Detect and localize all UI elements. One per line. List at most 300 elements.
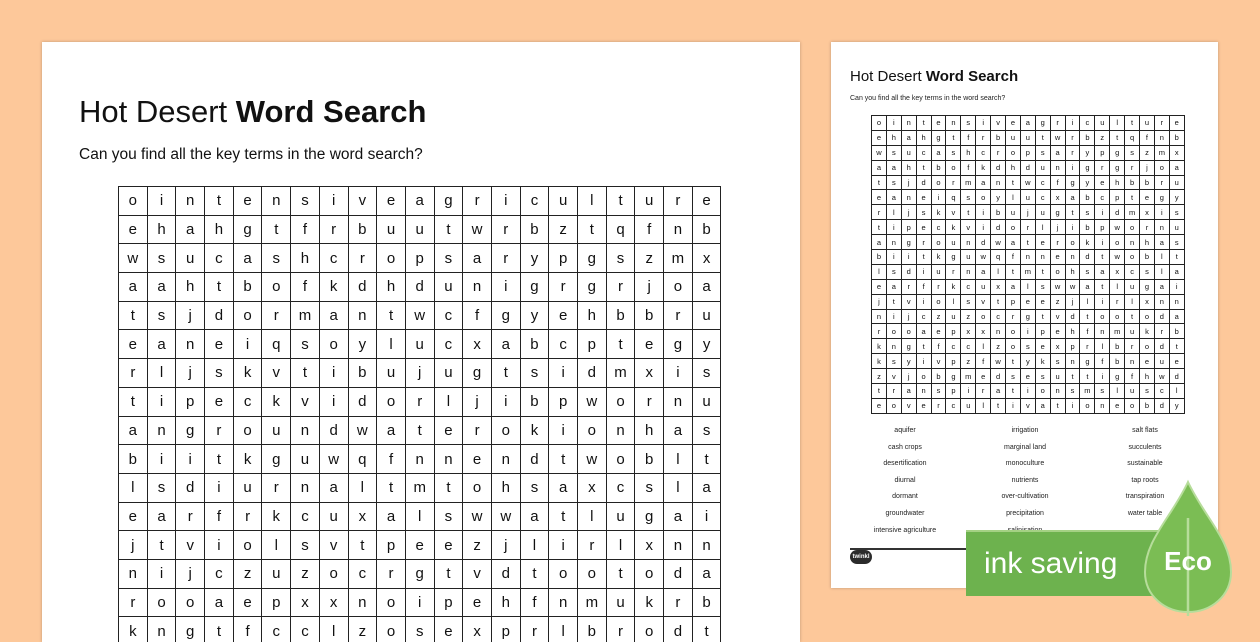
grid-cell: q — [946, 190, 961, 205]
grid-cell: r — [1051, 235, 1066, 250]
grid-cell: m — [406, 474, 435, 503]
grid-cell: t — [492, 359, 521, 388]
grid-cell: s — [1170, 205, 1185, 220]
grid-cell: j — [1051, 220, 1066, 235]
grid-cell: i — [234, 330, 263, 359]
grid-cell: j — [492, 531, 521, 560]
grid-cell: l — [549, 617, 578, 642]
grid-cell: j — [902, 369, 917, 384]
grid-cell: u — [1170, 220, 1185, 235]
grid-cell: i — [549, 359, 578, 388]
grid-cell: o — [1125, 250, 1140, 265]
grid-cell: g — [578, 244, 607, 273]
grid-cell: e — [205, 330, 234, 359]
grid-cell: h — [961, 146, 976, 161]
grid-cell: a — [693, 474, 722, 503]
grid-cell: s — [917, 205, 932, 220]
grid-cell: i — [148, 445, 177, 474]
grid-cell: t — [435, 216, 464, 245]
grid-cell: x — [1170, 146, 1185, 161]
grid-cell: s — [946, 146, 961, 161]
grid-cell: a — [887, 280, 902, 295]
grid-cell: l — [1110, 116, 1125, 131]
grid-cell: h — [578, 302, 607, 331]
grid-cell: r — [119, 589, 148, 618]
grid-cell: v — [902, 399, 917, 414]
grid-cell: i — [1095, 205, 1110, 220]
grid-cell: z — [549, 216, 578, 245]
grid-cell: t — [1066, 369, 1081, 384]
grid-cell: l — [262, 531, 291, 560]
grid-cell: y — [521, 302, 550, 331]
grid-cell: e — [1095, 176, 1110, 191]
grid-cell: r — [377, 560, 406, 589]
grid-cell: a — [377, 503, 406, 532]
grid-cell: r — [1095, 161, 1110, 176]
grid-cell: p — [176, 388, 205, 417]
grid-cell: p — [1095, 220, 1110, 235]
grid-cell: o — [1006, 324, 1021, 339]
grid-cell: f — [1095, 354, 1110, 369]
grid-cell: g — [1021, 310, 1036, 325]
grid-cell: g — [946, 369, 961, 384]
grid-cell: a — [119, 273, 148, 302]
grid-cell: w — [349, 417, 378, 446]
grid-cell: n — [887, 235, 902, 250]
grid-cell: b — [1170, 324, 1185, 339]
grid-cell: w — [872, 146, 887, 161]
grid-cell: l — [406, 503, 435, 532]
grid-cell: e — [932, 324, 947, 339]
grid-cell: n — [148, 417, 177, 446]
grid-cell: o — [1006, 146, 1021, 161]
grid-cell: x — [1051, 339, 1066, 354]
grid-cell: h — [1066, 265, 1081, 280]
grid-cell: n — [291, 474, 320, 503]
grid-cell: n — [492, 445, 521, 474]
grid-cell: b — [991, 131, 1006, 146]
grid-cell: k — [946, 220, 961, 235]
grid-cell: f — [961, 131, 976, 146]
grid-cell: k — [234, 359, 263, 388]
grid-cell: r — [320, 216, 349, 245]
grid-cell: f — [291, 273, 320, 302]
grid-cell: t — [872, 220, 887, 235]
grid-cell: u — [1006, 131, 1021, 146]
grid-cell: u — [406, 216, 435, 245]
grid-cell: z — [932, 310, 947, 325]
grid-cell: w — [1155, 369, 1170, 384]
word-list-item: precipitation — [1006, 509, 1044, 517]
grid-cell: p — [1110, 190, 1125, 205]
grid-cell: d — [976, 235, 991, 250]
grid-cell: i — [1170, 280, 1185, 295]
grid-cell: l — [1095, 339, 1110, 354]
grid-cell: a — [917, 324, 932, 339]
grid-cell: g — [932, 131, 947, 146]
grid-cell: u — [176, 244, 205, 273]
grid-cell: n — [262, 187, 291, 216]
grid-cell: a — [320, 474, 349, 503]
grid-cell: n — [664, 216, 693, 245]
grid-cell: q — [991, 250, 1006, 265]
grid-cell: x — [1140, 205, 1155, 220]
grid-cell: r — [1125, 161, 1140, 176]
grid-cell: c — [961, 339, 976, 354]
grid-cell: u — [693, 388, 722, 417]
word-list-item: sustainable — [1127, 460, 1163, 468]
word-list-item: dormant — [892, 493, 918, 501]
grid-cell: d — [349, 388, 378, 417]
grid-cell: b — [1125, 176, 1140, 191]
grid-cell: y — [991, 190, 1006, 205]
grid-cell: w — [1066, 280, 1081, 295]
grid-cell: h — [492, 474, 521, 503]
grid-cell: i — [176, 445, 205, 474]
grid-cell: t — [435, 474, 464, 503]
grid-cell: p — [946, 324, 961, 339]
grid-cell: c — [961, 280, 976, 295]
grid-cell: f — [234, 617, 263, 642]
grid-cell: p — [549, 388, 578, 417]
grid-cell: f — [961, 161, 976, 176]
grid-cell: t — [991, 399, 1006, 414]
grid-cell: r — [234, 503, 263, 532]
grid-cell: u — [1006, 205, 1021, 220]
grid-cell: g — [902, 235, 917, 250]
instructions-small: Can you find all the key terms in the word search? — [850, 95, 1006, 102]
word-list-item: aquifer — [894, 427, 916, 434]
grid-cell: e — [872, 280, 887, 295]
grid-cell: c — [991, 310, 1006, 325]
grid-cell: s — [1006, 369, 1021, 384]
grid-cell: u — [1170, 176, 1185, 191]
grid-cell: s — [1036, 280, 1051, 295]
grid-cell: i — [549, 417, 578, 446]
grid-cell: x — [463, 330, 492, 359]
grid-cell: d — [1155, 399, 1170, 414]
grid-cell: a — [1155, 280, 1170, 295]
grid-cell: m — [1155, 146, 1170, 161]
grid-cell: i — [549, 531, 578, 560]
grid-cell: o — [1066, 235, 1081, 250]
grid-cell: h — [1006, 161, 1021, 176]
grid-cell: l — [435, 388, 464, 417]
grid-cell: u — [961, 399, 976, 414]
grid-cell: i — [976, 116, 991, 131]
grid-cell: q — [1125, 131, 1140, 146]
grid-cell: r — [664, 302, 693, 331]
grid-cell: b — [991, 205, 1006, 220]
grid-cell: w — [1110, 220, 1125, 235]
grid-cell: x — [349, 503, 378, 532]
grid-cell: c — [262, 617, 291, 642]
grid-cell: b — [1140, 176, 1155, 191]
grid-cell: g — [1036, 116, 1051, 131]
grid-cell: d — [1170, 369, 1185, 384]
grid-cell: m — [961, 176, 976, 191]
grid-cell: t — [607, 560, 636, 589]
grid-cell: i — [205, 474, 234, 503]
grid-cell: t — [1170, 250, 1185, 265]
word-list-item: intensive agriculture — [873, 526, 937, 534]
grid-cell: x — [578, 474, 607, 503]
grid-cell: e — [976, 369, 991, 384]
grid-cell: z — [961, 354, 976, 369]
grid-cell: u — [961, 250, 976, 265]
grid-cell: g — [664, 330, 693, 359]
grid-cell: a — [693, 273, 722, 302]
grid-cell: e — [1140, 354, 1155, 369]
grid-cell: r — [1066, 131, 1081, 146]
grid-cell: n — [1021, 250, 1036, 265]
grid-cell: l — [946, 295, 961, 310]
grid-cell: o — [932, 176, 947, 191]
grid-cell: l — [976, 339, 991, 354]
grid-cell: b — [607, 302, 636, 331]
grid-cell: b — [234, 273, 263, 302]
grid-cell: r — [664, 187, 693, 216]
grid-cell: x — [693, 244, 722, 273]
grid-cell: i — [917, 265, 932, 280]
grid-cell: n — [1095, 399, 1110, 414]
grid-cell: n — [1095, 324, 1110, 339]
grid-cell: i — [1021, 384, 1036, 399]
grid-cell: n — [549, 589, 578, 618]
grid-cell: d — [320, 417, 349, 446]
grid-cell: r — [607, 273, 636, 302]
grid-cell: p — [377, 531, 406, 560]
grid-cell: f — [1080, 324, 1095, 339]
grid-cell: u — [1095, 116, 1110, 131]
word-search-grid-small — [871, 115, 1185, 414]
grid-cell: n — [435, 445, 464, 474]
grid-cell: b — [1080, 131, 1095, 146]
grid-cell: s — [887, 265, 902, 280]
grid-cell: a — [1051, 146, 1066, 161]
grid-cell: a — [1170, 161, 1185, 176]
grid-cell: g — [1080, 354, 1095, 369]
grid-cell: l — [377, 330, 406, 359]
grid-cell: a — [976, 265, 991, 280]
eco-badge-label: Eco — [1164, 546, 1212, 576]
grid-cell: h — [1140, 369, 1155, 384]
grid-cell: i — [1066, 161, 1081, 176]
grid-cell: b — [521, 216, 550, 245]
grid-cell: r — [932, 280, 947, 295]
grid-cell: u — [1125, 384, 1140, 399]
grid-cell: r — [1155, 176, 1170, 191]
grid-cell: i — [320, 359, 349, 388]
grid-cell: c — [917, 146, 932, 161]
grid-cell: c — [1155, 384, 1170, 399]
grid-cell: d — [1155, 310, 1170, 325]
grid-cell: o — [887, 399, 902, 414]
grid-cell: a — [1170, 265, 1185, 280]
grid-cell: r — [406, 388, 435, 417]
grid-cell: i — [320, 388, 349, 417]
grid-cell: r — [1021, 220, 1036, 235]
grid-cell: s — [291, 187, 320, 216]
grid-cell: i — [887, 116, 902, 131]
grid-cell: c — [932, 220, 947, 235]
grid-cell: c — [946, 399, 961, 414]
grid-cell: e — [1036, 339, 1051, 354]
grid-cell: l — [887, 205, 902, 220]
grid-cell: n — [946, 116, 961, 131]
grid-cell: o — [635, 560, 664, 589]
grid-cell: v — [976, 295, 991, 310]
grid-cell: b — [1140, 399, 1155, 414]
grid-cell: f — [463, 302, 492, 331]
grid-cell: c — [1080, 116, 1095, 131]
grid-cell: a — [872, 235, 887, 250]
grid-cell: k — [234, 445, 263, 474]
grid-cell: s — [887, 354, 902, 369]
grid-cell: i — [932, 190, 947, 205]
grid-cell: c — [205, 244, 234, 273]
grid-cell: u — [234, 474, 263, 503]
grid-cell: t — [1051, 399, 1066, 414]
grid-cell: p — [406, 244, 435, 273]
grid-cell: o — [1140, 310, 1155, 325]
grid-cell: r — [463, 417, 492, 446]
grid-cell: e — [1170, 354, 1185, 369]
grid-cell: i — [1066, 399, 1081, 414]
grid-cell: b — [1140, 250, 1155, 265]
grid-cell: f — [521, 589, 550, 618]
grid-cell: k — [635, 589, 664, 618]
grid-cell: f — [205, 503, 234, 532]
grid-cell: i — [1095, 369, 1110, 384]
grid-cell: r — [119, 359, 148, 388]
grid-cell: y — [349, 330, 378, 359]
grid-cell: z — [291, 560, 320, 589]
grid-cell: o — [234, 531, 263, 560]
grid-cell: h — [1066, 324, 1081, 339]
grid-cell: g — [521, 273, 550, 302]
grid-cell: h — [176, 273, 205, 302]
grid-cell: a — [377, 417, 406, 446]
grid-cell: k — [1080, 235, 1095, 250]
grid-cell: a — [1006, 235, 1021, 250]
grid-cell: t — [961, 205, 976, 220]
grid-cell: o — [119, 187, 148, 216]
grid-cell: t — [1095, 250, 1110, 265]
grid-cell: w — [463, 503, 492, 532]
grid-cell: n — [607, 417, 636, 446]
grid-cell: n — [148, 617, 177, 642]
grid-cell: q — [607, 216, 636, 245]
grid-cell: k — [872, 354, 887, 369]
grid-cell: i — [1066, 116, 1081, 131]
grid-cell: w — [1110, 250, 1125, 265]
grid-cell: t — [1006, 176, 1021, 191]
grid-cell: s — [1036, 369, 1051, 384]
grid-cell: o — [902, 324, 917, 339]
grid-cell: r — [1125, 339, 1140, 354]
grid-cell: t — [578, 216, 607, 245]
grid-cell: d — [1066, 310, 1081, 325]
grid-cell: n — [887, 339, 902, 354]
grid-cell: t — [1080, 310, 1095, 325]
grid-cell: s — [1080, 205, 1095, 220]
grid-cell: o — [176, 589, 205, 618]
grid-cell: z — [961, 310, 976, 325]
grid-cell: v — [961, 220, 976, 235]
grid-cell: n — [1036, 250, 1051, 265]
grid-cell: o — [1155, 161, 1170, 176]
grid-cell: s — [435, 244, 464, 273]
grid-cell: o — [1110, 235, 1125, 250]
grid-cell: l — [1125, 295, 1140, 310]
grid-cell: o — [607, 445, 636, 474]
grid-cell: t — [946, 131, 961, 146]
grid-cell: e — [917, 190, 932, 205]
grid-cell: u — [607, 503, 636, 532]
twinkl-logo: twinkl — [850, 550, 872, 564]
grid-cell: n — [961, 265, 976, 280]
grid-cell: n — [991, 324, 1006, 339]
grid-cell: t — [991, 295, 1006, 310]
grid-cell: c — [291, 617, 320, 642]
grid-cell: c — [320, 244, 349, 273]
grid-cell: w — [320, 445, 349, 474]
grid-cell: r — [1051, 116, 1066, 131]
grid-cell: v — [991, 116, 1006, 131]
grid-cell: t — [205, 273, 234, 302]
grid-cell: d — [1155, 339, 1170, 354]
grid-cell: t — [887, 295, 902, 310]
grid-cell: i — [492, 273, 521, 302]
grid-cell: i — [320, 187, 349, 216]
word-search-grid — [118, 186, 721, 642]
grid-cell: u — [406, 330, 435, 359]
grid-cell: t — [1170, 339, 1185, 354]
grid-cell: s — [961, 295, 976, 310]
grid-cell: r — [549, 273, 578, 302]
grid-cell: e — [435, 617, 464, 642]
grid-cell: o — [578, 560, 607, 589]
grid-cell: k — [262, 503, 291, 532]
grid-cell: p — [1036, 324, 1051, 339]
grid-cell: s — [1095, 384, 1110, 399]
grid-cell: o — [946, 161, 961, 176]
grid-cell: s — [961, 116, 976, 131]
grid-cell: j — [1066, 295, 1081, 310]
grid-cell: o — [262, 273, 291, 302]
grid-cell: u — [1036, 161, 1051, 176]
grid-cell: g — [1080, 161, 1095, 176]
grid-cell: t — [1080, 369, 1095, 384]
grid-cell: a — [521, 503, 550, 532]
grid-cell: t — [549, 503, 578, 532]
grid-cell: j — [872, 295, 887, 310]
grid-cell: n — [463, 273, 492, 302]
grid-cell: i — [1095, 235, 1110, 250]
grid-cell: i — [887, 220, 902, 235]
grid-cell: l — [1006, 190, 1021, 205]
instructions: Can you find all the key terms in the word search? — [79, 146, 423, 163]
grid-cell: o — [1080, 399, 1095, 414]
grid-cell: g — [176, 417, 205, 446]
grid-cell: l — [578, 187, 607, 216]
grid-cell: t — [917, 250, 932, 265]
grid-cell: s — [887, 146, 902, 161]
grid-cell: o — [917, 369, 932, 384]
grid-cell: t — [917, 161, 932, 176]
grid-cell: n — [693, 531, 722, 560]
